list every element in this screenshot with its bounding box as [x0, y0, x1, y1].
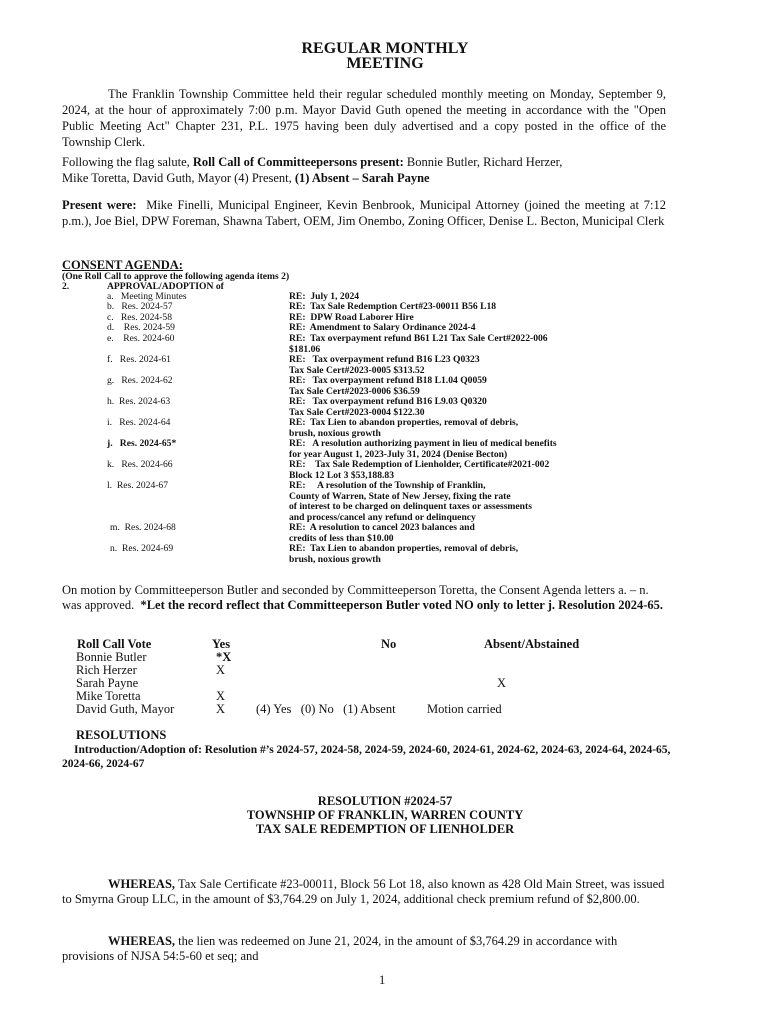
consent-item-label: c. Res. 2024-58 [107, 312, 173, 323]
consent-item-description: RE: DPW Road Laborer Hire [289, 312, 414, 323]
consent-item-label: b. Res. 2024-57 [107, 301, 173, 312]
vote-yes: X [216, 702, 226, 716]
present-text: Mike Finelli, Municipal Engineer, Kevin Benbrook, Municipal Attorney (joined the meeting at 7:12 p.m.), Joe Biel, DPW Foreman, Shawna Tabert, OEM, Jim Onembo, Zoning Officer, Denise L. Becton, Municipal Clerk [62, 198, 666, 228]
consent-item-description: credits of less than $10.00 [289, 532, 394, 544]
vote-tally: (4) Yes (0) No (1) Absent [256, 702, 396, 716]
consent-number: 2. [62, 281, 70, 292]
resolution-title-line-2: TOWNSHIP OF FRANKLIN, WARREN COUNTY [246, 808, 524, 822]
vote-name: Rich Herzer [76, 663, 137, 677]
motion-text: On motion by Committeeperson Butler and seconded by Committeeperson Toretta, the Consent Agenda letters a. – n. was approved. [62, 583, 649, 612]
motion-paragraph [62, 583, 666, 613]
vote-absent: X [497, 676, 507, 690]
roll-call-label: Roll Call of Committeepersons present: [192, 155, 404, 169]
consent-item-description: RE: Tax overpayment refund B18 L1.04 Q0059 [289, 375, 487, 386]
whereas-paragraph-1 [62, 877, 666, 907]
consent-item-label: a. Meeting Minutes [107, 291, 187, 302]
consent-item-label: f. Res. 2024-61 [107, 354, 171, 365]
consent-item-description: RE: A resolution to cancel 2023 balances and [289, 522, 475, 533]
vote-header-name: Roll Call Vote [77, 637, 152, 651]
vote-name: David Guth, Mayor [76, 702, 175, 716]
consent-item-description: RE: A resolution authorizing payment in lieu of medical benefits [289, 438, 557, 449]
resolutions-heading: RESOLUTIONS [76, 728, 167, 742]
vote-header-no: No [381, 637, 397, 651]
consent-subheading: APPROVAL/ADOPTION of [107, 281, 224, 292]
consent-item-label: e. Res. 2024-60 [107, 333, 175, 344]
consent-item-description: RE: Tax overpayment refund B16 L9.03 Q0320 [289, 396, 487, 407]
consent-item-description: brush, noxious growth [289, 553, 381, 565]
roll-call-lead: Following the flag salute, [62, 155, 190, 169]
roll-call-line-2 [62, 170, 562, 186]
roll-call-names-2: Mike Toretta, David Guth, Mayor (4) Present, [62, 171, 292, 185]
page-title-line-2: MEETING [346, 55, 424, 72]
roll-call-paragraph [62, 154, 562, 186]
consent-item-description: RE: Tax Sale Redemption of Lienholder, Certificate#2021-002 [289, 459, 550, 470]
consent-item-label: l. Res. 2024-67 [107, 480, 169, 491]
consent-item-description: for year August 1, 2023-July 31, 2024 (Denise Becton) [289, 448, 508, 460]
vote-yes: X [216, 689, 226, 703]
consent-item-description: RE: Tax Lien to abandon properties, removal of debris, [289, 417, 519, 428]
consent-heading: CONSENT AGENDA: [62, 258, 183, 272]
consent-item-description: RE: Tax Sale Redemption Cert#23-00011 B56 L18 [289, 301, 497, 312]
consent-item-description: Tax Sale Cert#2023-0004 $122.30 [289, 406, 425, 418]
whereas-label: WHEREAS, [108, 877, 176, 891]
whereas-text: Tax Sale Certificate #23-00011, Block 56 Lot 18, also known as 428 Old Main Street, was issued to Smyrna Group LLC, in the amount of $3,764.29 on July 1, 2024, additional check premium refund of $2,800.00. [62, 877, 665, 906]
present-paragraph [62, 197, 666, 229]
roll-call-absent: (1) Absent – Sarah Payne [294, 171, 430, 185]
consent-item-label: m. Res. 2024-68 [110, 522, 176, 533]
consent-item-label: j. Res. 2024-65* [107, 438, 177, 449]
page-title [0, 41, 770, 71]
consent-item-label: g. Res. 2024-62 [107, 375, 173, 386]
consent-item-description: RE: Tax Lien to abandon properties, removal of debris, [289, 543, 519, 554]
vote-header-yes: Yes [212, 637, 231, 651]
vote-name: Bonnie Butler [76, 650, 147, 664]
resolutions-intro: Introduction/Adoption of: Resolution #’s 2024-57, 2024-58, 2024-59, 2024-60, 2024-61, 2024-62, 2024-63, 2024-64, 2024-65, 2024-66, 2024-67 [62, 744, 671, 770]
resolution-title [0, 794, 770, 836]
consent-item-description: of interest to be charged on delinquent taxes or assessments [289, 501, 532, 512]
consent-item-description: RE: July 1, 2024 [289, 291, 360, 302]
consent-item-description: RE: Tax overpayment refund B16 L23 Q0323 [289, 354, 480, 365]
vote-name: Sarah Payne [76, 676, 139, 690]
consent-item-description: $181.06 [289, 343, 321, 355]
consent-item-description: Tax Sale Cert#2023-0006 $36.59 [289, 385, 420, 397]
consent-note: (One Roll Call to approve the following agenda items 2) [62, 271, 290, 282]
motion-note: *Let the record reflect that Committeeperson Butler voted NO only to letter j. Resolution 2024-65. [140, 598, 664, 612]
roll-call-names-1: Bonnie Butler, Richard Herzer, [406, 155, 563, 169]
vote-result: Motion carried [427, 702, 502, 716]
vote-header-absent: Absent/Abstained [484, 637, 580, 651]
roll-call-line-1 [62, 154, 562, 170]
vote-yes: X [216, 663, 226, 677]
present-label: Present were: [62, 198, 137, 212]
consent-item-description: Tax Sale Cert#2023-0005 $313.52 [289, 364, 425, 376]
consent-item-description: Block 12 Lot 3 $53,188.83 [289, 469, 395, 481]
consent-item-label: h. Res. 2024-63 [107, 396, 171, 407]
consent-item-description: RE: A resolution of the Township of Franklin, [289, 480, 486, 491]
whereas-paragraph-2 [62, 934, 666, 964]
resolution-title-line-3: TAX SALE REDEMPTION OF LIENHOLDER [255, 822, 515, 836]
intro-paragraph: The Franklin Township Committee held their regular scheduled monthly meeting on Monday, September 9, 2024, at the hour of approximately 7:00 p.m. Mayor David Guth opened the meeting in accordance with the "Open Public Meeting Act" Chapter 231, P.L. 1975 having been duly advertised and a copy posted in the office of the Township Clerk. [62, 87, 666, 149]
consent-item-label: n. Res. 2024-69 [110, 543, 174, 554]
whereas-text: the lien was redeemed on June 21, 2024, in the amount of $3,764.29 in accordance with provisions of NJSA 54:5-60 et seq; and [62, 934, 618, 963]
consent-item-description: RE: Tax overpayment refund B61 L21 Tax Sale Cert#2022-006 [289, 333, 548, 344]
vote-yes: *X [216, 650, 232, 664]
consent-item-label: k. Res. 2024-66 [107, 459, 173, 470]
page-number: 1 [379, 973, 386, 987]
whereas-label: WHEREAS, [108, 934, 176, 948]
consent-item-label: i. Res. 2024-64 [107, 417, 171, 428]
consent-item-description: County of Warren, State of New Jersey, fixing the rate [289, 490, 511, 502]
consent-item-description: RE: Amendment to Salary Ordinance 2024-4 [289, 322, 476, 333]
page-title-line-1: REGULAR MONTHLY [301, 40, 469, 57]
resolution-title-line-1: RESOLUTION #2024-57 [317, 794, 453, 808]
vote-name: Mike Toretta [76, 689, 141, 703]
consent-item-description: brush, noxious growth [289, 427, 381, 439]
consent-item-description: and process/cancel any refund or delinquency [289, 511, 476, 523]
consent-item-label: d. Res. 2024-59 [107, 322, 175, 333]
